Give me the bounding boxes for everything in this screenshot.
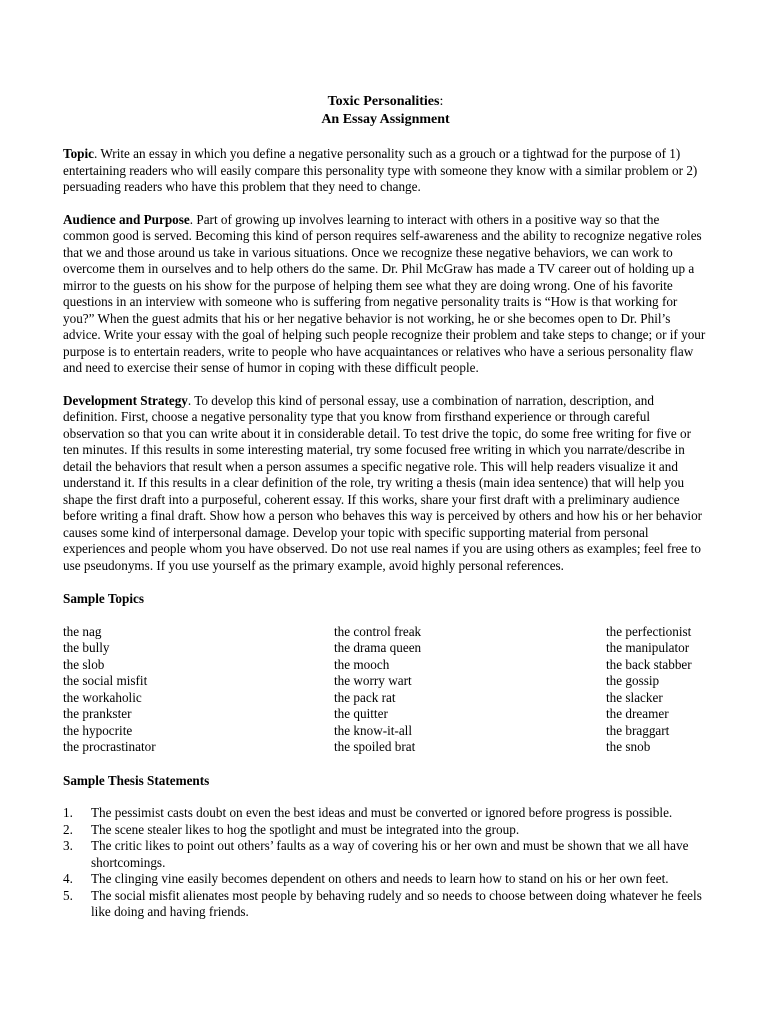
thesis-list [63, 805, 708, 921]
sample-topics-heading: Sample Topics [63, 591, 144, 606]
topic-item: the snob [606, 739, 651, 754]
topic-item: the slob [63, 656, 105, 672]
title-subtitle: An Essay Assignment [321, 112, 450, 127]
thesis-item [63, 805, 708, 822]
topic-item: the nag [63, 623, 102, 639]
sample-topics-grid [63, 624, 708, 756]
audience-paragraph [63, 212, 708, 377]
topic-item: the pack rat [334, 689, 396, 705]
topic-text: . Write an essay in which you define a negative personality such as a grouch or a tightwad for the purpose of 1) entertaining readers who will easily compare this personality type with someone they know with a similar problem or 2) persuading readers who have this problem that they need to change. [63, 146, 698, 194]
thesis-number: 5. [63, 887, 73, 903]
topics-column-3 [606, 624, 708, 756]
topic-item: the hypocrite [63, 722, 133, 738]
topic-item: the know-it-all [334, 722, 413, 738]
development-paragraph [63, 393, 708, 575]
document-body [63, 93, 708, 921]
development-label: Development Strategy [63, 392, 188, 408]
title-main: Toxic Personalities [327, 94, 440, 109]
thesis-item [63, 871, 708, 888]
thesis-number: 2. [63, 821, 73, 837]
topic-item: the prankster [63, 706, 132, 721]
thesis-number: 4. [63, 871, 73, 886]
thesis-heading: Sample Thesis Statements [63, 772, 210, 788]
topic-item: the manipulator [606, 640, 690, 655]
topics-column-2 [334, 624, 606, 756]
document-title [63, 93, 708, 129]
topic-item: the mooch [334, 656, 390, 672]
topics-column-1 [63, 624, 334, 756]
topic-item: the quitter [334, 706, 388, 721]
thesis-number: 3. [63, 838, 73, 853]
topic-item: the social misfit [63, 673, 148, 688]
topic-item: the dreamer [606, 706, 669, 721]
thesis-item [63, 822, 708, 839]
topic-item: the slacker [606, 689, 663, 705]
audience-label: Audience and Purpose [63, 211, 190, 227]
topic-item: the perfectionist [606, 623, 692, 639]
topic-item: the control freak [334, 623, 422, 639]
topic-item: the workaholic [63, 689, 142, 705]
thesis-text: The critic likes to point out others’ faults as a way of covering his or her own and must be shown that we all have shortcomings. [91, 838, 689, 870]
topic-paragraph [63, 146, 708, 196]
topic-item: the bully [63, 640, 110, 655]
topic-item: the drama queen [334, 640, 422, 655]
thesis-text: The clinging vine easily becomes dependent on others and needs to learn how to stand on his or her own feet. [91, 871, 669, 886]
thesis-text: The scene stealer likes to hog the spotlight and must be integrated into the group. [91, 821, 520, 837]
topic-label: Topic [63, 146, 95, 161]
thesis-text: The social misfit alienates most people by behaving rudely and so needs to choose between doing whatever he feels like doing and having friends. [91, 887, 702, 919]
thesis-number: 1. [63, 805, 73, 820]
audience-text: . Part of growing up involves learning to interact with others in a positive way so that the common good is served. Becoming this kind of person requires self-awareness and the ability to recognize negative roles that we and those around us take in various situations. Once we recognize these negative behaviors, we can work to overcome them in ourselves and to help others do the same. Dr. Phil McGraw has made a TV career out of holding up a mirror to the guests on his show for the purpose of helping them see what they are doing wrong. One of his favorite questions in an interview with someone who is suffering from negative personality traits is “How is that working for you?” When the guest admits that his or her negative behavior is not working, he or she becomes open to Dr. Phil’s advice. Write your essay with the goal of helping such people recognize their problem and take steps to change; or if your purpose is to entertain readers, write to people who have acquaintances or relatives who have a serious personality flaw and need to exercise their sense of humor in coping with these difficult people. [63, 211, 706, 375]
development-text: . To develop this kind of personal essay, use a combination of narration, description, and definition. First, choose a negative personality type that you know from firsthand experience or through careful observation so that you can write about it in considerable detail. To test drive the topic, do some free writing for five or ten minutes. If this results in some interesting material, try some focused free writing in which you narrate/describe in detail the behaviors that result when a person assumes a specific negative role. This will help readers visualize it and understand it. If this results in a clear definition of the role, try writing a thesis (main idea sentence) that will help you shape the first draft into a purposeful, coherent essay. If this works, share your first draft with a preliminary audience before writing a final draft. Show how a person who behaves this way is perceived by others and how his or her behavior causes some kind of interpersonal damage. Develop your topic with specific supporting material from personal experiences and people whom you have observed. Do not use real names if you are using others as examples; feel free to use pseudonyms. If you use yourself as the primary example, avoid highly personal references. [63, 392, 703, 573]
topic-item: the back stabber [606, 656, 692, 672]
thesis-item [63, 838, 708, 871]
topic-item: the braggart [606, 722, 670, 738]
topic-item: the worry wart [334, 673, 412, 688]
thesis-text: The pessimist casts doubt on even the best ideas and must be converted or ignored before progress is possible. [91, 805, 673, 820]
topic-item: the spoiled brat [334, 739, 416, 754]
title-colon: : [439, 94, 444, 109]
topic-item: the procrastinator [63, 739, 156, 754]
thesis-item [63, 888, 708, 921]
topic-item: the gossip [606, 673, 660, 688]
